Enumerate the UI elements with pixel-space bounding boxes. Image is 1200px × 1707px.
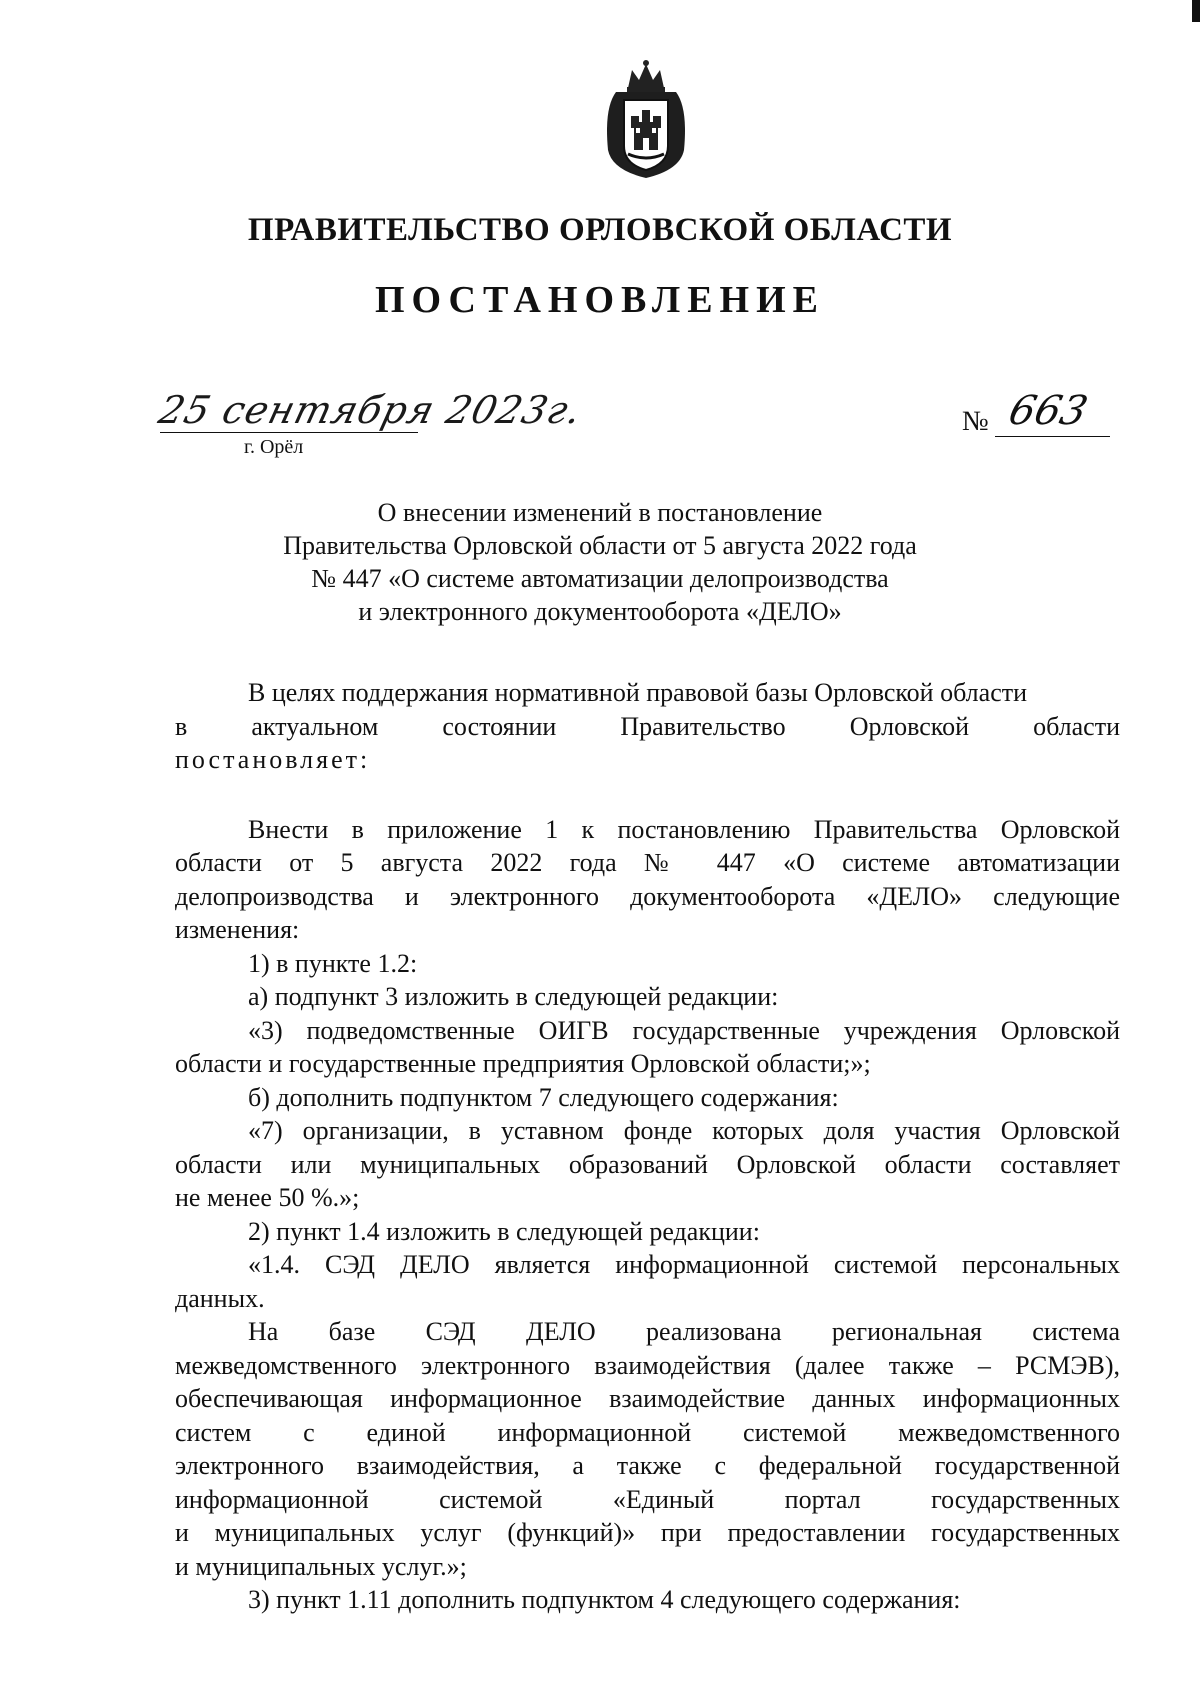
handwritten-number: 663 <box>1004 388 1093 434</box>
quote-line: области и государственные предприятия Орловской области;»; <box>175 1049 871 1078</box>
document-body <box>175 676 1120 1617</box>
paragraph-line: области от 5 августа 2022 года № 447 «О системе автоматизации <box>175 848 1120 877</box>
quote-line: данных. <box>175 1283 265 1313</box>
handwritten-date: 25 сентября 2023г. <box>154 388 587 432</box>
document-subject <box>170 496 1030 628</box>
coat-of-arms-icon <box>598 58 694 180</box>
paragraph-line: информационной системой «Единый портал государственных <box>175 1484 1120 1514</box>
subject-line: № 447 «О системе автоматизации делопроизводства <box>311 564 889 593</box>
paragraph-line: электронного взаимодействия, а также с федеральной государственной <box>175 1451 1120 1480</box>
quote-line: области или муниципальных образований Орловской области составляет <box>175 1149 1120 1179</box>
paragraph-line: межведомственного электронного взаимодействия (далее также – РСМЭВ), <box>175 1350 1120 1380</box>
subject-line: О внесении изменений в постановление <box>377 498 823 527</box>
number-underline <box>995 436 1110 437</box>
quote-line: не менее 50 %.»; <box>175 1183 360 1212</box>
quote-line: «1.4. СЭД ДЕЛО является информационной системой персональных <box>248 1250 1120 1279</box>
city-label: г. Орёл <box>244 436 304 458</box>
subject-line: Правительства Орловской области от 5 августа 2022 года <box>283 531 917 560</box>
list-item: б) дополнить подпунктом 7 следующего содержания: <box>248 1082 839 1112</box>
paragraph-line: и муниципальных услуг.»; <box>175 1551 467 1581</box>
list-item: 3) пункт 1.11 дополнить подпунктом 4 следующего содержания: <box>248 1585 961 1614</box>
paragraph-line: изменения: <box>175 915 300 944</box>
number-sign: № <box>962 406 989 437</box>
quote-line: «7) организации, в уставном фонде которых доля участия Орловской <box>248 1116 1120 1145</box>
paragraph-line: и муниципальных услуг (функций)» при предоставлении государственных <box>175 1518 1120 1547</box>
quote-line: «3) подведомственные ОИГВ государственные учреждения Орловской <box>248 1015 1120 1045</box>
list-item: 2) пункт 1.4 изложить в следующей редакции: <box>248 1216 760 1246</box>
preamble-line: в актуальном состоянии Правительство Орловской области <box>175 711 1120 741</box>
paragraph-line: Внести в приложение 1 к постановлению Правительства Орловской <box>248 814 1120 844</box>
scan-edge-mark <box>1192 0 1200 22</box>
paragraph-line: систем с единой информационной системой межведомственного <box>175 1417 1120 1447</box>
paragraph-line: делопроизводства и электронного документооборота «ДЕЛО» следующие <box>175 881 1120 911</box>
list-item: 1) в пункте 1.2: <box>248 948 418 978</box>
subject-line: и электронного документооборота «ДЕЛО» <box>358 597 842 626</box>
paragraph-line: обеспечивающая информационное взаимодействие данных информационных <box>175 1384 1120 1413</box>
document-type-title: ПОСТАНОВЛЕНИЕ <box>374 279 826 321</box>
resolves-word: постановляет: <box>175 745 371 774</box>
preamble-line: В целях поддержания нормативной правовой базы Орловской области <box>248 678 1028 707</box>
list-item: а) подпункт 3 изложить в следующей редакции: <box>248 982 779 1011</box>
paragraph-line: На базе СЭД ДЕЛО реализована региональная система <box>248 1317 1120 1346</box>
organization-title: ПРАВИТЕЛЬСТВО ОРЛОВСКОЙ ОБЛАСТИ <box>247 212 953 248</box>
date-underline <box>160 432 418 433</box>
